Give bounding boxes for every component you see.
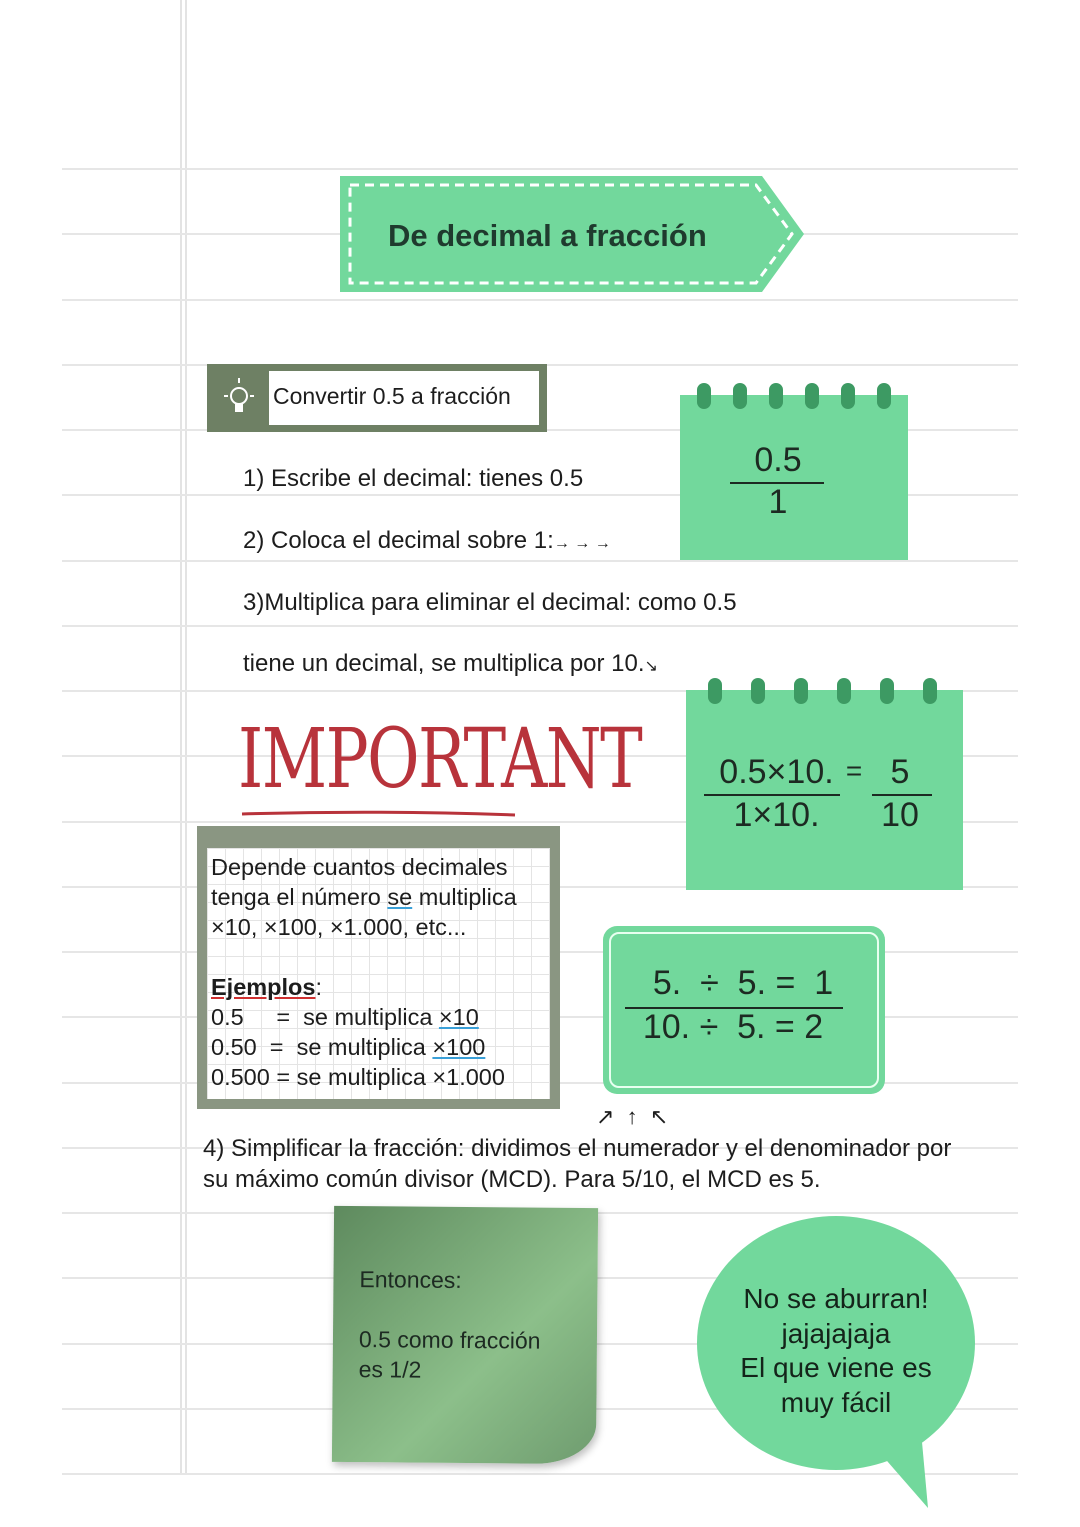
- bubble-line: muy fácil: [780, 1386, 892, 1418]
- denominator: 10: [881, 796, 919, 834]
- margin-line: [180, 0, 182, 1473]
- arrows: → → →: [553, 535, 611, 552]
- up-arrows: ↗ ↑ ↖: [596, 1104, 669, 1129]
- ruled-line: [62, 299, 1018, 301]
- step-2: [243, 527, 611, 555]
- important-heading: IMPORTANT: [238, 712, 642, 807]
- note-fraction-1: [680, 395, 908, 560]
- sticky-line: 0.5 como fracción: [358, 1326, 541, 1354]
- ruled-line: [62, 168, 1018, 170]
- bubble-line: El que viene es: [740, 1352, 932, 1383]
- numerator: 5. ÷ 5. = 1: [652, 964, 834, 1002]
- important-box: [197, 826, 560, 1109]
- example-2: 0.50 = se multiplica ×100: [211, 1034, 486, 1060]
- tip-box: [207, 364, 547, 432]
- sticky-line: Entonces:: [359, 1266, 462, 1293]
- sticky-line: es 1/2: [358, 1356, 422, 1383]
- step-1: 1) Escribe el decimal: tienes 0.5: [243, 465, 584, 492]
- denominator: 1×10.: [733, 796, 820, 834]
- example-3: 0.500 = se multiplica ×1.000: [211, 1064, 505, 1090]
- step-3a: 3)Multiplica para eliminar el decimal: como 0.5: [243, 589, 737, 616]
- denominator: 10. ÷ 5. = 2: [642, 1008, 824, 1046]
- sticky-note: [332, 1206, 598, 1464]
- lightbulb-icon: [221, 376, 257, 420]
- bubble-line: jajajajaja: [781, 1317, 891, 1349]
- text-line: Depende cuantos decimales: [211, 854, 508, 880]
- note-division: [603, 926, 885, 1094]
- numerator: 0.5×10.: [719, 753, 834, 791]
- step-2-text: 2) Coloca el decimal sobre 1:: [243, 527, 554, 554]
- red-underline: [240, 808, 520, 820]
- margin-line: [185, 0, 187, 1473]
- examples-heading: Ejemplos:: [211, 974, 323, 1000]
- page-title: De decimal a fracción: [388, 218, 707, 253]
- ruled-line: [62, 625, 1018, 627]
- bubble-line: No se aburran!: [743, 1283, 929, 1314]
- equals: =: [845, 755, 863, 786]
- step-3b: [243, 650, 658, 678]
- numerator: 0.5: [754, 441, 802, 479]
- note-fraction-2: [686, 690, 963, 890]
- denominator: 1: [768, 483, 788, 521]
- step-3b-text: tiene un decimal, se multiplica por 10.: [243, 650, 645, 677]
- example-1: 0.5 = se multiplica ×10: [211, 1004, 479, 1030]
- text-line: ×10, ×100, ×1.000, etc...: [211, 914, 467, 940]
- numerator: 5: [890, 753, 910, 791]
- arrow: ↘: [644, 658, 658, 675]
- step-4: 4) Simplificar la fracción: dividimos el numerador y el denominador por su máximo común divisor (MCD). Para 5/10, el MCD es 5.: [203, 1135, 952, 1193]
- text-line: tenga el número se multiplica: [211, 884, 517, 910]
- tip-text: Convertir 0.5 a fracción: [269, 371, 539, 425]
- speech-bubble: [697, 1216, 975, 1470]
